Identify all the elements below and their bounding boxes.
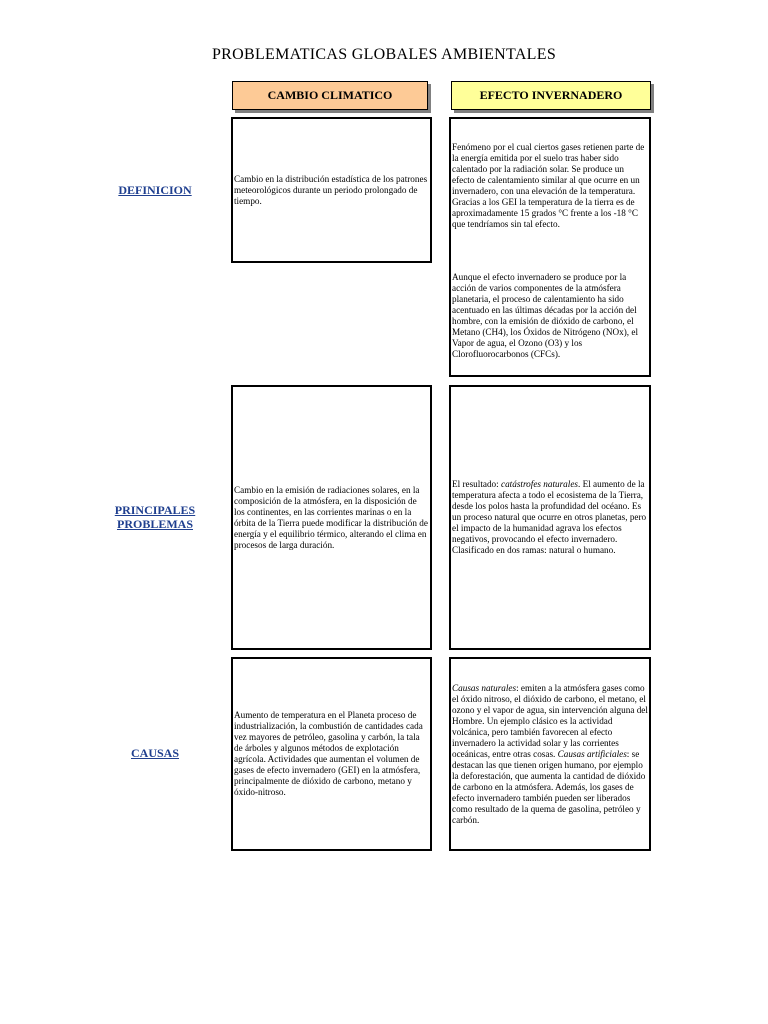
- text-naturales-body: : emiten a la atmósfera gases como el óxido nitroso, el dióxido de carbono, el metano, el ozono y el vapor de agua, sin intervención alguna del Hombre. Un ejemplo clásico es la actividad volcánica, pero también favorecen al efecto invernadero la actividad solar y las corrientes oceánicas, entre otras cosas.: [452, 682, 648, 759]
- cell-text: Cambio en la distribución estadística de los patrones meteorológicos durante un periodo prolongado de tiempo.: [234, 173, 428, 206]
- cell-definicion-efecto: [449, 117, 651, 377]
- cell-definicion-cambio: [231, 117, 432, 263]
- text-rest: . El aumento de la temperatura afecta a todo el ecosistema de la Tierra, desde los polos hasta la profundidad del océano. Es un proceso natural que ocurre en otros planetas, pero el impacto de la humanidad agrava los efectos negativos, provocando el efecto invernadero. Clasificado en dos ramas: natural o humano.: [452, 479, 647, 555]
- cell-problemas-efecto: [449, 385, 651, 650]
- header-cambio-climatico: CAMBIO CLIMATICO: [232, 81, 428, 110]
- cell-text: [452, 683, 648, 826]
- row-label-causas: CAUSAS: [130, 746, 179, 760]
- header-efecto-invernadero: EFECTO INVERNADERO: [451, 81, 651, 110]
- cell-problemas-cambio: [231, 385, 432, 650]
- cell-text: Aumento de temperatura en el Planeta proceso de industrialización, la combustión de cantidades cada vez mayores de petróleo, gasolina y carbón, la tala de árboles y algunos métodos de explotación agrícola. Actividades que aumentan el volumen de gases de efecto invernadero (GEI) en la atmósfera, principalmente de dióxido de carbono, metano y óxido-nitroso.: [234, 710, 423, 797]
- cell-causas-efecto: [449, 657, 651, 851]
- text-causas-artificiales: Causas artificiales: [557, 748, 627, 759]
- cell-text: Cambio en la emisión de radiaciones solares, en la composición de la atmósfera, en la disposición de los continentes, en las corrientes marinas o en la órbita de la Tierra puede modificar la distribución de energía y el equilibrio térmico, alterando el clima en procesos de larga duración.: [234, 484, 428, 550]
- cell-text-paragraph-1: Fenómeno por el cual ciertos gases retienen parte de la energía emitida por el suelo tras haber sido calentado por la radiación solar. Se produce un efecto de calentamiento similar al que ocurre en un invernadero, con una elevación de la temperatura. Gracias a los GEI la temperatura de la tierra es de aproximadamente 15 grados °C frente a los -18 °C que tendríamos sin tal efecto.: [452, 142, 645, 229]
- cell-text: [452, 479, 648, 556]
- row-label-definicion: DEFINICION: [118, 183, 192, 197]
- cell-text-paragraph-2: Aunque el efecto invernadero se produce por la acción de varios componentes de la atmósfera planetaria, el proceso de calentamiento ha sido acentuado en las últimas décadas por la acción del hombre, con la emisión de dióxido de carbono, el Metano (CH4), los Óxidos de Nitrógeno (NOx), el Vapor de agua, el Ozono (O3) y los Clorofluorocarbonos (CFCs).: [452, 272, 639, 359]
- text-artificiales-body: : se destacan las que tienen origen humano, por ejemplo la deforestación, que aumenta la cantidad de dióxido de carbono en la atmósfera. Además, los gases de efecto invernadero también pueden ser liberados como resultado de la quema de gasolina, petróleo y carbón.: [452, 748, 646, 825]
- text-intro: El resultado:: [452, 479, 501, 489]
- page-title: PROBLEMATICAS GLOBALES AMBIENTALES: [211, 46, 557, 63]
- text-causas-naturales: Causas naturales: [452, 682, 517, 693]
- row-label-principales-problemas: PRINCIPALES PROBLEMAS: [114, 503, 196, 531]
- text-emphasis: catástrofes naturales: [501, 479, 578, 489]
- cell-causas-cambio: [231, 657, 432, 851]
